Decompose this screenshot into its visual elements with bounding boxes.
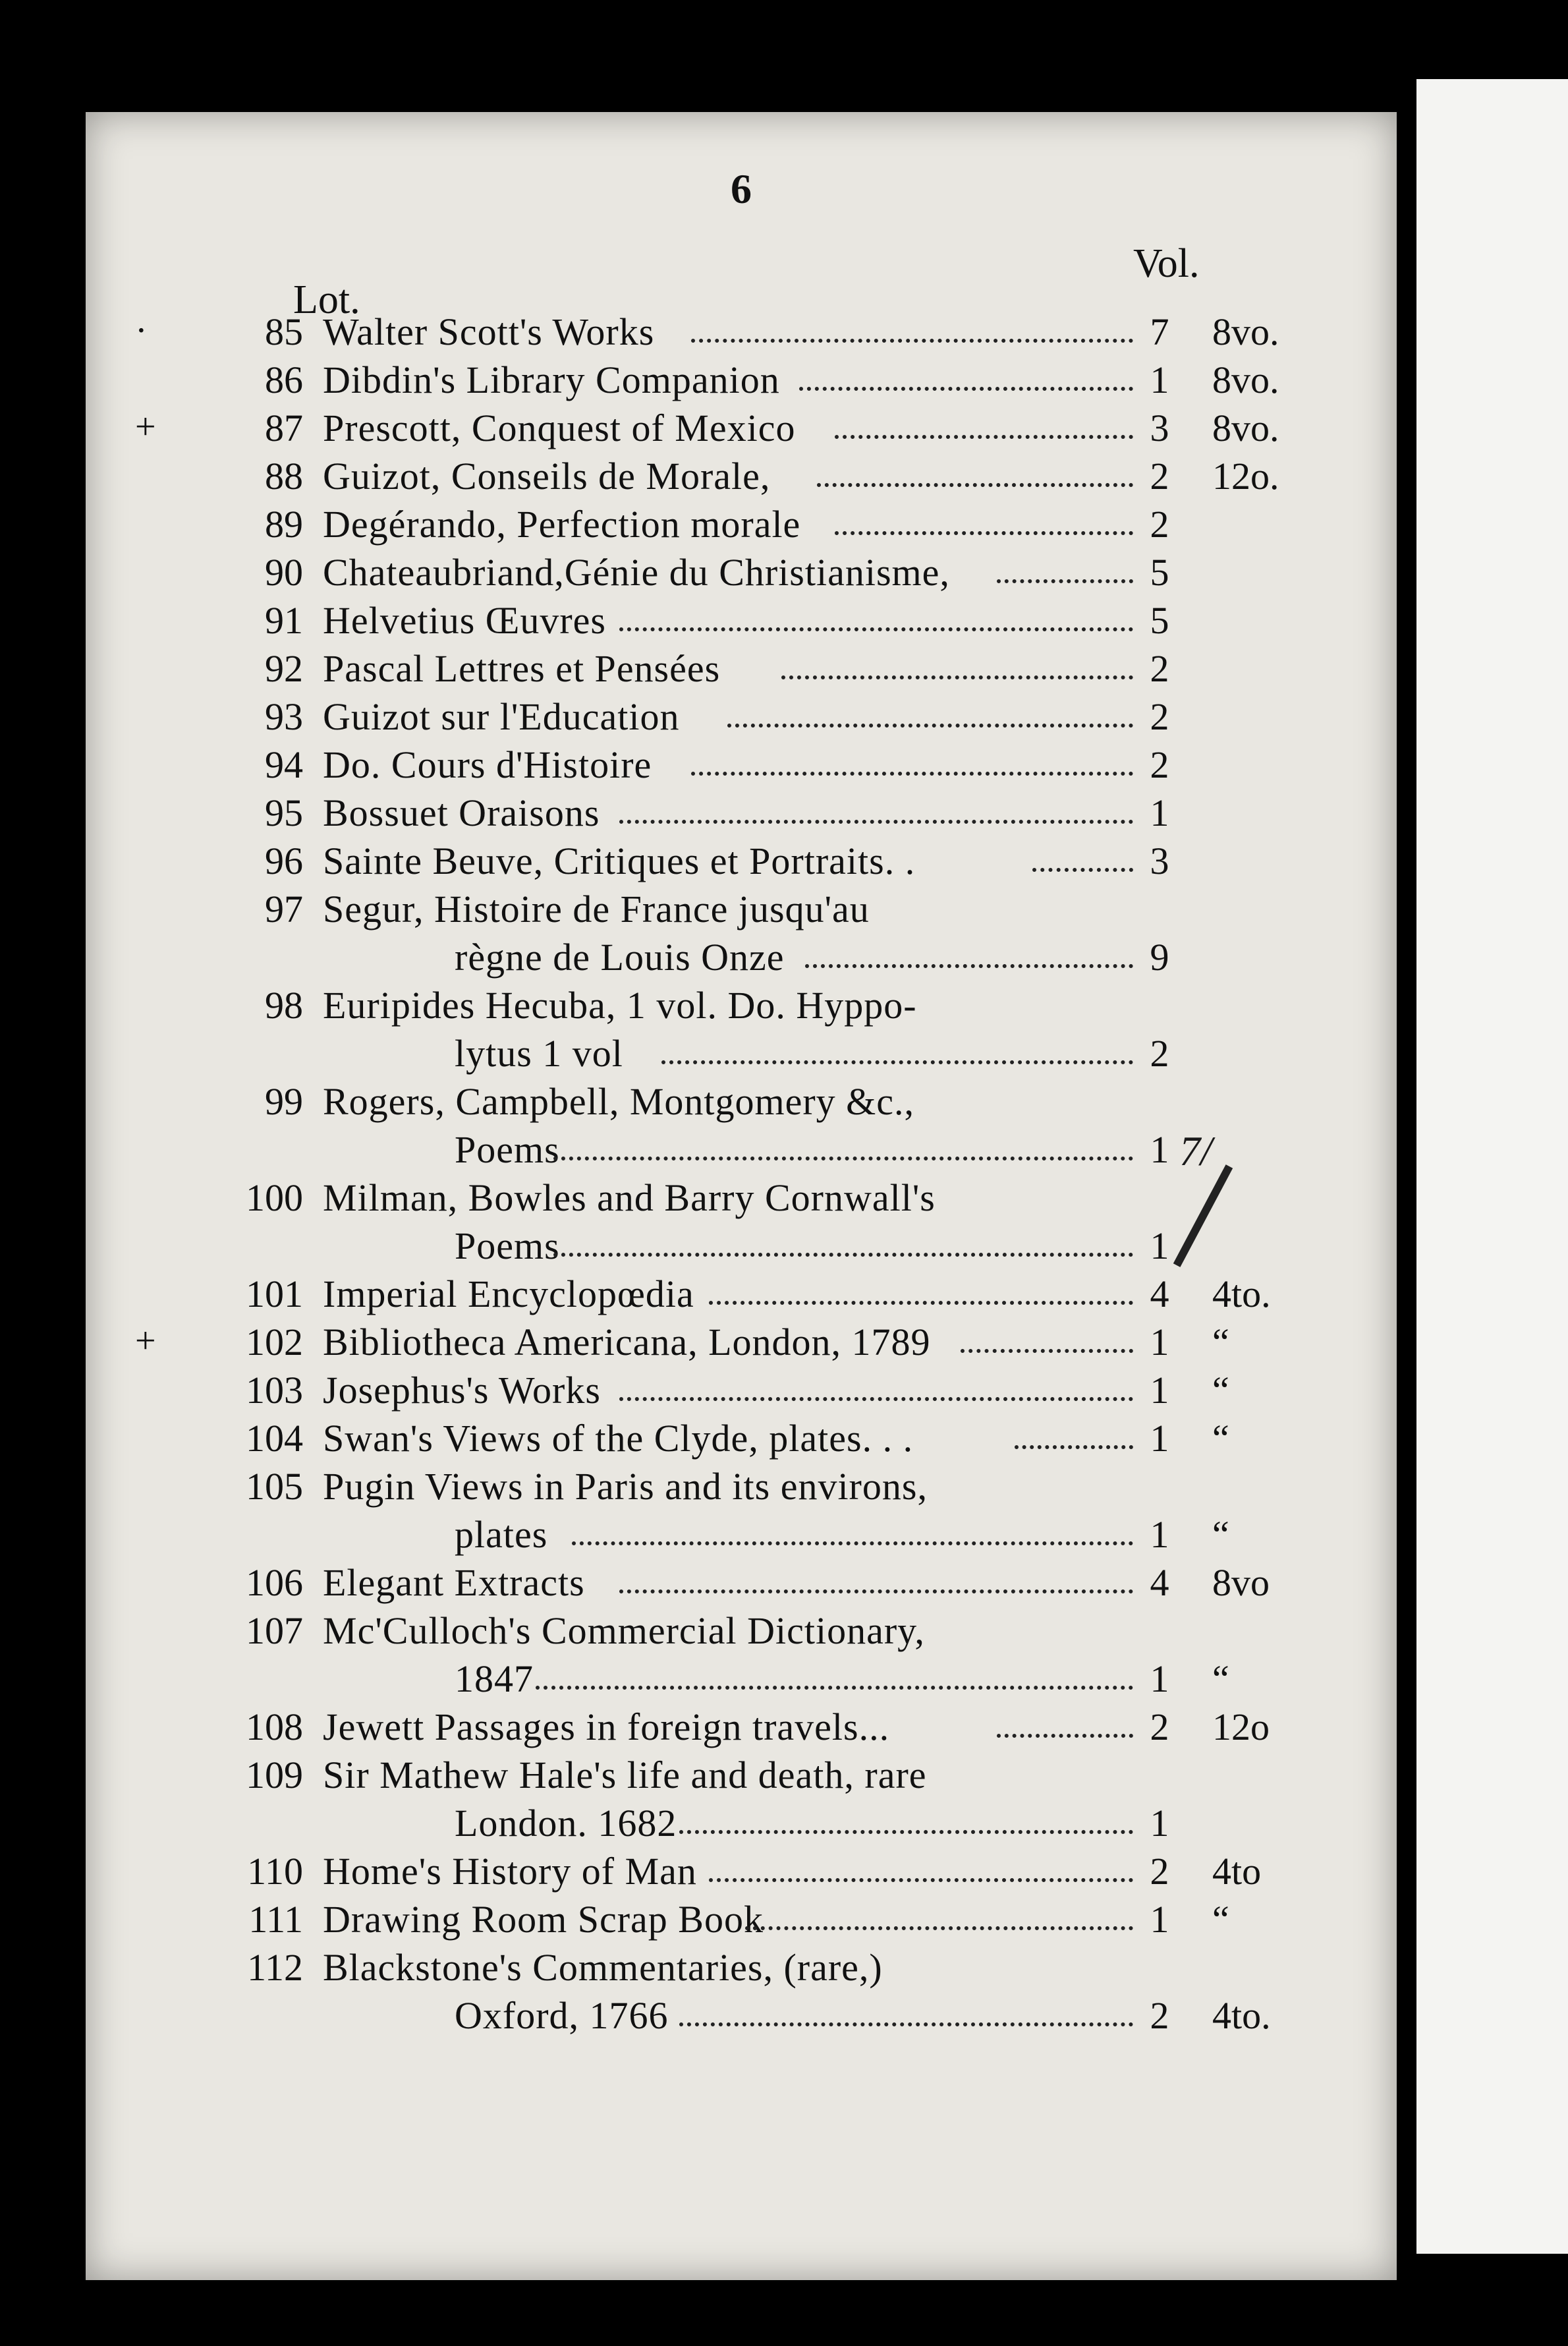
lot-column-header: Lot. bbox=[293, 277, 360, 322]
lot-title: Bossuet Oraisons bbox=[323, 791, 600, 834]
book-format: 4to. bbox=[1212, 1273, 1271, 1315]
lot-entry bbox=[86, 646, 1397, 695]
lot-entry bbox=[86, 1320, 1397, 1368]
book-format: “ bbox=[1212, 1369, 1229, 1412]
lot-entry bbox=[86, 887, 1397, 983]
lot-entry bbox=[86, 598, 1397, 646]
lot-title-continuation: Poems bbox=[455, 1224, 560, 1267]
volume-count: 4 bbox=[1150, 1561, 1169, 1604]
volume-count: 1 bbox=[1150, 358, 1169, 401]
lot-number: 89 bbox=[265, 503, 303, 546]
lot-number: 112 bbox=[247, 1946, 303, 1989]
dot-leader bbox=[536, 1662, 1133, 1690]
book-format: “ bbox=[1212, 1898, 1229, 1941]
dot-leader bbox=[835, 411, 1133, 439]
dot-leader bbox=[572, 1518, 1133, 1545]
lot-title: Sainte Beuve, Critiques et Portraits. . bbox=[323, 840, 916, 882]
lot-title: Jewett Passages in foreign travels... bbox=[323, 1705, 890, 1748]
lot-entry bbox=[86, 791, 1397, 839]
lot-number: 91 bbox=[265, 599, 303, 642]
page-number: 6 bbox=[731, 165, 752, 212]
lot-title: Chateaubriand,Génie du Christianisme, bbox=[323, 551, 950, 594]
book-format: “ bbox=[1212, 1513, 1229, 1556]
volume-count: 1 bbox=[1150, 1369, 1169, 1412]
book-format: 12o. bbox=[1212, 455, 1279, 498]
lot-title: Elegant Extracts bbox=[323, 1561, 585, 1604]
lot-title-continuation: règne de Louis Onze bbox=[455, 936, 785, 979]
dot-leader bbox=[709, 1854, 1133, 1882]
lot-number: 101 bbox=[246, 1273, 303, 1315]
lot-entry bbox=[86, 1609, 1397, 1705]
lot-number: 97 bbox=[265, 888, 303, 930]
volume-count: 2 bbox=[1150, 1032, 1169, 1075]
lot-entry bbox=[86, 1464, 1397, 1560]
lot-entry bbox=[86, 1272, 1397, 1320]
dot-leader bbox=[691, 315, 1133, 343]
dot-leader bbox=[1032, 844, 1133, 872]
dot-leader bbox=[817, 459, 1133, 487]
book-format: 8vo. bbox=[1212, 407, 1279, 449]
catalogue-page bbox=[86, 112, 1397, 2280]
book-format: “ bbox=[1212, 1657, 1229, 1700]
lot-title: Mc'Culloch's Commercial Dictionary, bbox=[323, 1609, 925, 1652]
lot-entry bbox=[86, 1849, 1397, 1897]
lot-number: 95 bbox=[265, 791, 303, 834]
dot-leader bbox=[691, 748, 1133, 776]
dot-leader bbox=[835, 507, 1133, 535]
lot-number: 90 bbox=[265, 551, 303, 594]
lot-entry bbox=[86, 406, 1397, 454]
dot-leader bbox=[727, 700, 1133, 728]
book-format: 8vo. bbox=[1212, 358, 1279, 401]
lot-title-continuation: London. 1682 bbox=[455, 1802, 677, 1845]
lot-title: Josephus's Works bbox=[323, 1369, 601, 1412]
lot-number: 99 bbox=[265, 1080, 303, 1123]
dot-leader bbox=[997, 556, 1133, 583]
dot-leader bbox=[709, 1277, 1133, 1305]
lot-number: 94 bbox=[265, 743, 303, 786]
lot-entry bbox=[86, 358, 1397, 406]
dot-leader bbox=[997, 1710, 1133, 1738]
lot-entry bbox=[86, 983, 1397, 1079]
volume-count: 1 bbox=[1150, 1224, 1169, 1267]
lot-title: Prescott, Conquest of Mexico bbox=[323, 407, 796, 449]
lot-number: 93 bbox=[265, 695, 303, 738]
volume-count: 2 bbox=[1150, 1850, 1169, 1893]
lot-title: Bibliotheca Americana, London, 1789 bbox=[323, 1321, 931, 1363]
lot-title: Euripides Hecuba, 1 vol. Do. Hyppo- bbox=[323, 984, 917, 1027]
volume-count: 2 bbox=[1150, 743, 1169, 786]
lot-title: Blackstone's Commentaries, (rare,) bbox=[323, 1946, 883, 1989]
lot-number: 87 bbox=[265, 407, 303, 449]
lot-title: Helvetius Œuvres bbox=[323, 599, 606, 642]
book-format: 8vo. bbox=[1212, 310, 1279, 353]
dot-leader bbox=[781, 652, 1134, 679]
lot-entry bbox=[86, 1560, 1397, 1609]
dot-leader bbox=[805, 940, 1133, 968]
book-format: 4to bbox=[1212, 1850, 1262, 1893]
volume-count: 2 bbox=[1150, 695, 1169, 738]
volume-count: 1 bbox=[1150, 1128, 1169, 1171]
lot-title: Degérando, Perfection morale bbox=[323, 503, 801, 546]
lot-number: 96 bbox=[265, 840, 303, 882]
lot-number: 109 bbox=[246, 1754, 303, 1796]
lot-entry bbox=[86, 743, 1397, 791]
margin-mark: + bbox=[135, 1321, 156, 1361]
lot-number: 88 bbox=[265, 455, 303, 498]
lot-entry bbox=[86, 502, 1397, 550]
lot-title-continuation: Oxford, 1766 bbox=[455, 1994, 669, 2037]
lot-number: 108 bbox=[246, 1705, 303, 1748]
dot-leader bbox=[553, 1229, 1133, 1257]
volume-count: 1 bbox=[1150, 1657, 1169, 1700]
dot-leader bbox=[961, 1325, 1133, 1353]
dot-leader bbox=[553, 1133, 1133, 1160]
lot-title-continuation: 1847 bbox=[455, 1657, 534, 1700]
book-format: 4to. bbox=[1212, 1994, 1271, 2037]
lot-number: 86 bbox=[265, 358, 303, 401]
lot-number: 110 bbox=[247, 1850, 303, 1893]
lot-number: 102 bbox=[246, 1321, 303, 1363]
lot-number: 106 bbox=[246, 1561, 303, 1604]
dot-leader bbox=[745, 1903, 1133, 1930]
lot-title: Sir Mathew Hale's life and death, rare bbox=[323, 1754, 927, 1796]
volume-count: 1 bbox=[1150, 1802, 1169, 1845]
lot-title: Segur, Histoire de France jusqu'au bbox=[323, 888, 870, 930]
lot-number: 107 bbox=[246, 1609, 303, 1652]
dot-leader bbox=[1015, 1421, 1133, 1449]
book-format: “ bbox=[1212, 1417, 1229, 1460]
lot-entry bbox=[86, 1753, 1397, 1849]
volume-count: 3 bbox=[1150, 407, 1169, 449]
lot-entry bbox=[86, 1945, 1397, 2042]
dot-leader bbox=[619, 1373, 1133, 1401]
lot-title: Drawing Room Scrap Book bbox=[323, 1898, 764, 1941]
lot-entry bbox=[86, 839, 1397, 887]
volume-column-header: Vol. bbox=[1133, 241, 1200, 286]
volume-count: 9 bbox=[1150, 936, 1169, 979]
lot-title: Pascal Lettres et Pensées bbox=[323, 647, 721, 690]
lot-title: Guizot sur l'Education bbox=[323, 695, 680, 738]
lot-entry bbox=[86, 695, 1397, 743]
lot-title: Guizot, Conseils de Morale, bbox=[323, 455, 771, 498]
lot-title-continuation: Poems bbox=[455, 1128, 560, 1171]
dot-leader bbox=[619, 1566, 1133, 1593]
lot-title-continuation: plates bbox=[455, 1513, 548, 1556]
book-format: “ bbox=[1212, 1321, 1229, 1363]
lot-entry bbox=[86, 454, 1397, 502]
lot-entry bbox=[86, 1897, 1397, 1945]
volume-count: 1 bbox=[1150, 791, 1169, 834]
lot-entry bbox=[86, 550, 1397, 598]
lot-title: Swan's Views of the Clyde, plates. . . bbox=[323, 1417, 914, 1460]
lot-title: Rogers, Campbell, Montgomery &c., bbox=[323, 1080, 915, 1123]
volume-count: 2 bbox=[1150, 1705, 1169, 1748]
lot-title: Pugin Views in Paris and its environs, bbox=[323, 1465, 928, 1508]
volume-count: 2 bbox=[1150, 503, 1169, 546]
lot-number: 100 bbox=[246, 1176, 303, 1219]
lot-entry bbox=[86, 310, 1397, 358]
lot-title: Milman, Bowles and Barry Cornwall's bbox=[323, 1176, 936, 1219]
lot-title-continuation: lytus 1 vol bbox=[455, 1032, 623, 1075]
volume-count: 1 bbox=[1150, 1417, 1169, 1460]
lot-title: Do. Cours d'Histoire bbox=[323, 743, 652, 786]
lot-number: 104 bbox=[246, 1417, 303, 1460]
dot-leader bbox=[679, 1999, 1133, 2026]
lot-entry bbox=[86, 1705, 1397, 1753]
volume-count: 2 bbox=[1150, 1994, 1169, 2037]
volume-count: 4 bbox=[1150, 1273, 1169, 1315]
handwritten-annotation: 7/ bbox=[1179, 1128, 1212, 1174]
volume-count: 5 bbox=[1150, 599, 1169, 642]
lot-number: 111 bbox=[248, 1898, 303, 1941]
lot-title: Dibdin's Library Companion bbox=[323, 358, 780, 401]
lot-title: Walter Scott's Works bbox=[323, 310, 655, 353]
lot-entry bbox=[86, 1416, 1397, 1464]
volume-count: 2 bbox=[1150, 647, 1169, 690]
volume-count: 1 bbox=[1150, 1898, 1169, 1941]
lot-title: Imperial Encyclopœdia bbox=[323, 1273, 694, 1315]
volume-count: 1 bbox=[1150, 1513, 1169, 1556]
dot-leader bbox=[619, 796, 1133, 824]
dot-leader bbox=[679, 1806, 1133, 1834]
lot-number: 85 bbox=[265, 310, 303, 353]
lot-number: 105 bbox=[246, 1465, 303, 1508]
volume-count: 1 bbox=[1150, 1321, 1169, 1363]
volume-count: 5 bbox=[1150, 551, 1169, 594]
facing-page-edge bbox=[1416, 79, 1568, 2254]
volume-count: 7 bbox=[1150, 310, 1169, 353]
lot-number: 98 bbox=[265, 984, 303, 1027]
book-format: 8vo bbox=[1212, 1561, 1270, 1604]
volume-count: 3 bbox=[1150, 840, 1169, 882]
lot-title: Home's History of Man bbox=[323, 1850, 697, 1893]
dot-leader bbox=[799, 363, 1133, 391]
dot-leader bbox=[619, 604, 1133, 631]
volume-count: 2 bbox=[1150, 455, 1169, 498]
book-format: 12o bbox=[1212, 1705, 1270, 1748]
dot-leader bbox=[661, 1037, 1133, 1064]
lot-number: 103 bbox=[246, 1369, 303, 1412]
lot-number: 92 bbox=[265, 647, 303, 690]
margin-mark: · bbox=[135, 310, 148, 351]
lot-entry bbox=[86, 1368, 1397, 1416]
margin-mark: + bbox=[135, 407, 156, 447]
